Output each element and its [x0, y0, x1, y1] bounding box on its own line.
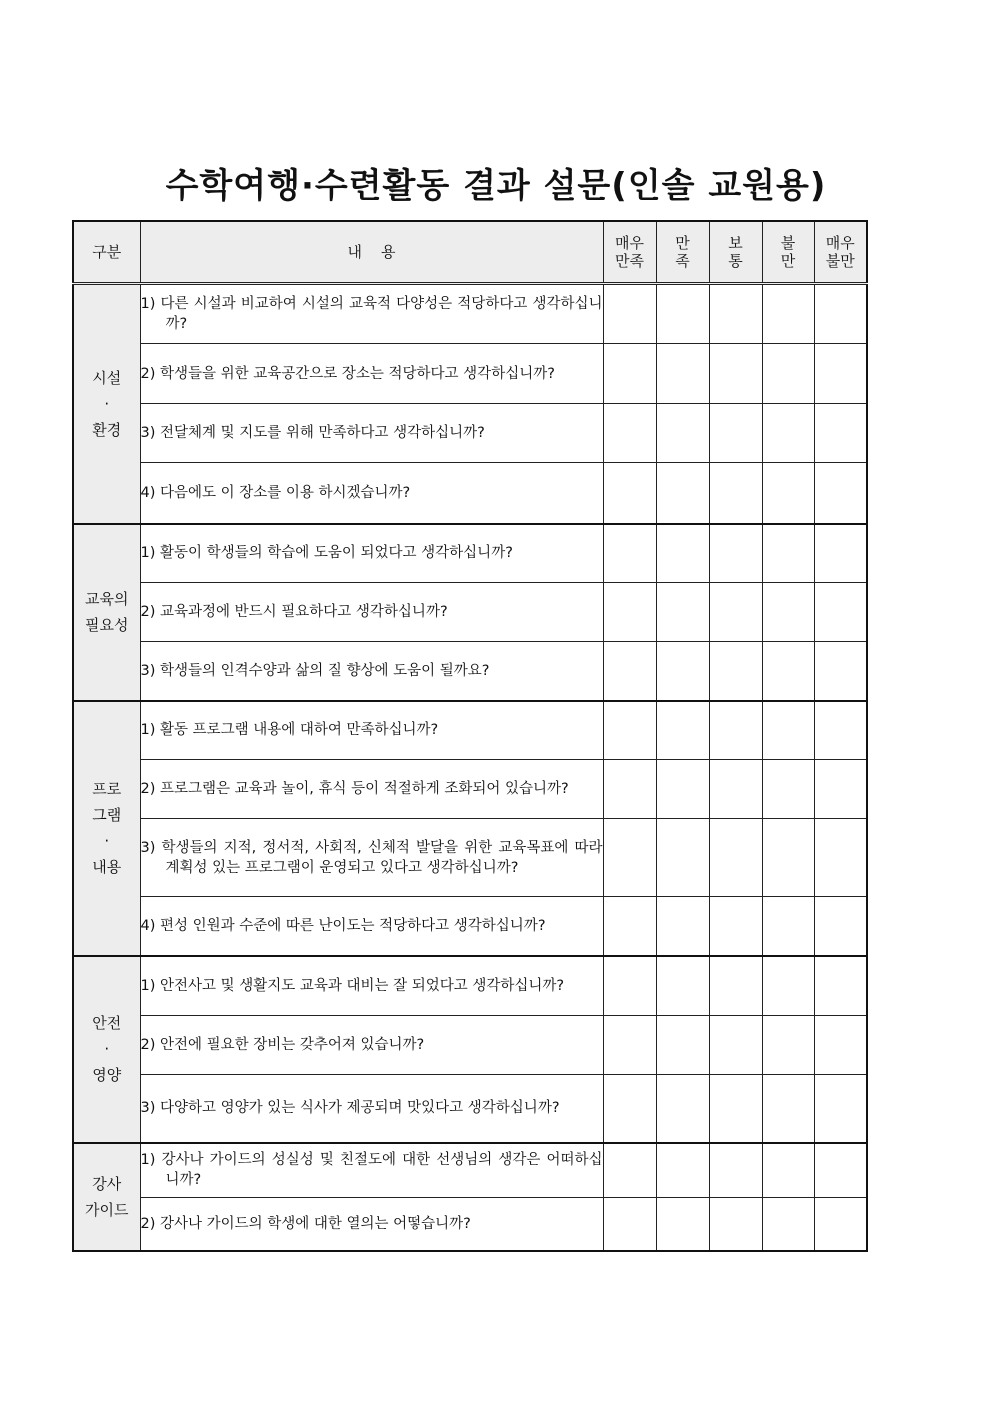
rating-cell-dissatisfied[interactable] [762, 524, 814, 583]
question-row [73, 344, 867, 404]
question-cell [140, 583, 603, 642]
rating-cell-dissatisfied[interactable] [762, 1075, 814, 1143]
rating-cell-very-satisfied[interactable] [603, 1075, 656, 1143]
rating-cell-satisfied[interactable] [656, 642, 709, 701]
category-program-content: 프로 그램 · 내용 [73, 701, 140, 956]
question-row [73, 956, 867, 1016]
question-row [73, 583, 867, 642]
rating-cell-neutral[interactable] [709, 284, 762, 344]
rating-cell-satisfied[interactable] [656, 1016, 709, 1075]
question-cell [140, 1075, 603, 1143]
header-content: 내 용 [140, 221, 603, 284]
rating-cell-dissatisfied[interactable] [762, 701, 814, 760]
question-text: 3) 학생들의 지적, 정서적, 사회적, 신체적 발달을 위한 교육목표에 따라 계획성 있는 프로그램이 운영되고 있다고 생각하십니까? [140, 839, 603, 876]
rating-cell-neutral[interactable] [709, 897, 762, 956]
rating-cell-very-satisfied[interactable] [603, 284, 656, 344]
question-cell [140, 819, 603, 897]
category-instructor-guide: 강사 가이드 [73, 1143, 140, 1251]
category-facility-environment: 시설 · 환경 [73, 284, 140, 524]
question-text: 1) 활동 프로그램 내용에 대하여 만족하십니까? [140, 722, 439, 739]
question-cell [140, 642, 603, 701]
rating-cell-very-satisfied[interactable] [603, 1198, 656, 1251]
rating-cell-dissatisfied[interactable] [762, 583, 814, 642]
rating-cell-very-satisfied[interactable] [603, 463, 656, 524]
rating-cell-dissatisfied[interactable] [762, 1198, 814, 1251]
rating-cell-satisfied[interactable] [656, 344, 709, 404]
rating-cell-dissatisfied[interactable] [762, 819, 814, 897]
rating-cell-satisfied[interactable] [656, 404, 709, 463]
rating-cell-neutral[interactable] [709, 1016, 762, 1075]
question-text: 1) 활동이 학생들의 학습에 도움이 되었다고 생각하십니까? [140, 545, 513, 562]
question-row [73, 404, 867, 463]
rating-cell-very-dissatisfied[interactable] [814, 1198, 867, 1251]
question-text: 2) 강사나 가이드의 학생에 대한 열의는 어떻습니까? [140, 1215, 471, 1232]
question-text: 3) 다양하고 영양가 있는 식사가 제공되며 맛있다고 생각하십니까? [140, 1100, 560, 1117]
category-safety-nutrition: 안전 · 영양 [73, 956, 140, 1143]
question-cell [140, 1198, 603, 1251]
rating-cell-very-satisfied[interactable] [603, 819, 656, 897]
rating-cell-very-satisfied[interactable] [603, 760, 656, 819]
rating-cell-satisfied[interactable] [656, 897, 709, 956]
question-row [73, 760, 867, 819]
question-cell [140, 1143, 603, 1198]
header-rating-very-satisfied: 매우 만족 [603, 221, 656, 284]
category-educational-necessity: 교육의 필요성 [73, 524, 140, 701]
question-cell [140, 956, 603, 1016]
question-row [73, 1143, 867, 1198]
question-row [73, 1075, 867, 1143]
rating-cell-dissatisfied[interactable] [762, 760, 814, 819]
rating-cell-neutral[interactable] [709, 1143, 762, 1198]
question-row [73, 642, 867, 701]
rating-cell-satisfied[interactable] [656, 463, 709, 524]
rating-cell-very-dissatisfied[interactable] [814, 344, 867, 404]
header-row [73, 221, 867, 284]
rating-cell-very-satisfied[interactable] [603, 344, 656, 404]
question-row [73, 1198, 867, 1251]
question-text: 1) 강사나 가이드의 성실성 및 친절도에 대한 선생님의 생각은 어떠하십니까? [140, 1152, 603, 1189]
question-row [73, 897, 867, 956]
rating-cell-neutral[interactable] [709, 463, 762, 524]
survey-table [72, 220, 868, 1252]
rating-cell-very-dissatisfied[interactable] [814, 524, 867, 583]
question-text: 2) 안전에 필요한 장비는 갖추어져 있습니까? [140, 1037, 425, 1053]
question-text: 2) 학생들을 위한 교육공간으로 장소는 적당하다고 생각하십니까? [140, 365, 555, 382]
question-row [73, 1016, 867, 1075]
question-text: 4) 다음에도 이 장소를 이용 하시겠습니까? [140, 484, 411, 501]
question-cell [140, 701, 603, 760]
rating-cell-very-dissatisfied[interactable] [814, 1143, 867, 1198]
rating-cell-very-dissatisfied[interactable] [814, 404, 867, 463]
rating-cell-dissatisfied[interactable] [762, 404, 814, 463]
question-text: 1) 안전사고 및 생활지도 교육과 대비는 잘 되었다고 생각하십니까? [140, 977, 565, 994]
question-text: 3) 전달체계 및 지도를 위해 만족하다고 생각하십니까? [140, 425, 485, 441]
question-cell [140, 1016, 603, 1075]
rating-cell-neutral[interactable] [709, 760, 762, 819]
rating-cell-satisfied[interactable] [656, 1075, 709, 1143]
rating-cell-neutral[interactable] [709, 1075, 762, 1143]
question-text: 2) 교육과정에 반드시 필요하다고 생각하십니까? [140, 604, 448, 620]
rating-cell-very-dissatisfied[interactable] [814, 1075, 867, 1143]
rating-cell-very-dissatisfied[interactable] [814, 1016, 867, 1075]
question-text: 1) 다른 시설과 비교하여 시설의 교육적 다양성은 적당하다고 생각하십니까? [140, 296, 603, 332]
question-text: 4) 편성 인원과 수준에 따른 난이도는 적당하다고 생각하십니까? [140, 917, 546, 934]
question-row [73, 524, 867, 583]
rating-cell-neutral[interactable] [709, 701, 762, 760]
question-text: 3) 학생들의 인격수양과 삶의 질 향상에 도움이 될까요? [140, 662, 490, 679]
rating-cell-very-satisfied[interactable] [603, 1143, 656, 1198]
rating-cell-very-satisfied[interactable] [603, 583, 656, 642]
rating-cell-dissatisfied[interactable] [762, 344, 814, 404]
rating-cell-very-satisfied[interactable] [603, 642, 656, 701]
rating-cell-neutral[interactable] [709, 344, 762, 404]
rating-cell-dissatisfied[interactable] [762, 1016, 814, 1075]
header-rating-dissatisfied: 불 만 [762, 221, 814, 284]
rating-cell-satisfied[interactable] [656, 701, 709, 760]
question-cell [140, 463, 603, 524]
rating-cell-satisfied[interactable] [656, 524, 709, 583]
rating-cell-very-dissatisfied[interactable] [814, 284, 867, 344]
rating-cell-neutral[interactable] [709, 956, 762, 1016]
rating-cell-dissatisfied[interactable] [762, 463, 814, 524]
rating-cell-very-dissatisfied[interactable] [814, 463, 867, 524]
rating-cell-very-dissatisfied[interactable] [814, 956, 867, 1016]
rating-cell-very-dissatisfied[interactable] [814, 897, 867, 956]
rating-cell-dissatisfied[interactable] [762, 897, 814, 956]
rating-cell-neutral[interactable] [709, 404, 762, 463]
rating-cell-dissatisfied[interactable] [762, 642, 814, 701]
rating-cell-very-satisfied[interactable] [603, 956, 656, 1016]
rating-cell-neutral[interactable] [709, 642, 762, 701]
question-row [73, 463, 867, 524]
question-row [73, 284, 867, 344]
rating-cell-very-satisfied[interactable] [603, 404, 656, 463]
rating-cell-satisfied[interactable] [656, 284, 709, 344]
rating-cell-very-dissatisfied[interactable] [814, 642, 867, 701]
question-row [73, 819, 867, 897]
rating-cell-neutral[interactable] [709, 583, 762, 642]
rating-cell-very-satisfied[interactable] [603, 701, 656, 760]
question-cell [140, 284, 603, 344]
rating-cell-satisfied[interactable] [656, 1143, 709, 1198]
rating-cell-dissatisfied[interactable] [762, 956, 814, 1016]
question-cell [140, 524, 603, 583]
rating-cell-dissatisfied[interactable] [762, 284, 814, 344]
rating-cell-very-dissatisfied[interactable] [814, 583, 867, 642]
rating-cell-satisfied[interactable] [656, 760, 709, 819]
rating-cell-neutral[interactable] [709, 524, 762, 583]
question-row [73, 701, 867, 760]
rating-cell-satisfied[interactable] [656, 583, 709, 642]
rating-cell-satisfied[interactable] [656, 956, 709, 1016]
rating-cell-very-dissatisfied[interactable] [814, 701, 867, 760]
question-cell [140, 760, 603, 819]
question-text: 2) 프로그램은 교육과 놀이, 휴식 등이 적절하게 조화되어 있습니까? [140, 781, 569, 797]
header-category: 구분 [73, 221, 140, 284]
header-rating-satisfied: 만 족 [656, 221, 709, 284]
rating-cell-neutral[interactable] [709, 819, 762, 897]
rating-cell-very-satisfied[interactable] [603, 1016, 656, 1075]
question-cell [140, 897, 603, 956]
question-cell [140, 344, 603, 404]
rating-cell-satisfied[interactable] [656, 819, 709, 897]
rating-cell-very-dissatisfied[interactable] [814, 819, 867, 897]
page-title: 수학여행·수련활동 결과 설문(인솔 교원용) [165, 166, 827, 206]
rating-cell-very-satisfied[interactable] [603, 897, 656, 956]
rating-cell-dissatisfied[interactable] [762, 1143, 814, 1198]
rating-cell-very-dissatisfied[interactable] [814, 760, 867, 819]
rating-cell-neutral[interactable] [709, 1198, 762, 1251]
rating-cell-very-satisfied[interactable] [603, 524, 656, 583]
header-rating-neutral: 보 통 [709, 221, 762, 284]
question-cell [140, 404, 603, 463]
header-rating-very-dissatisfied: 매우 불만 [814, 221, 867, 284]
rating-cell-satisfied[interactable] [656, 1198, 709, 1251]
